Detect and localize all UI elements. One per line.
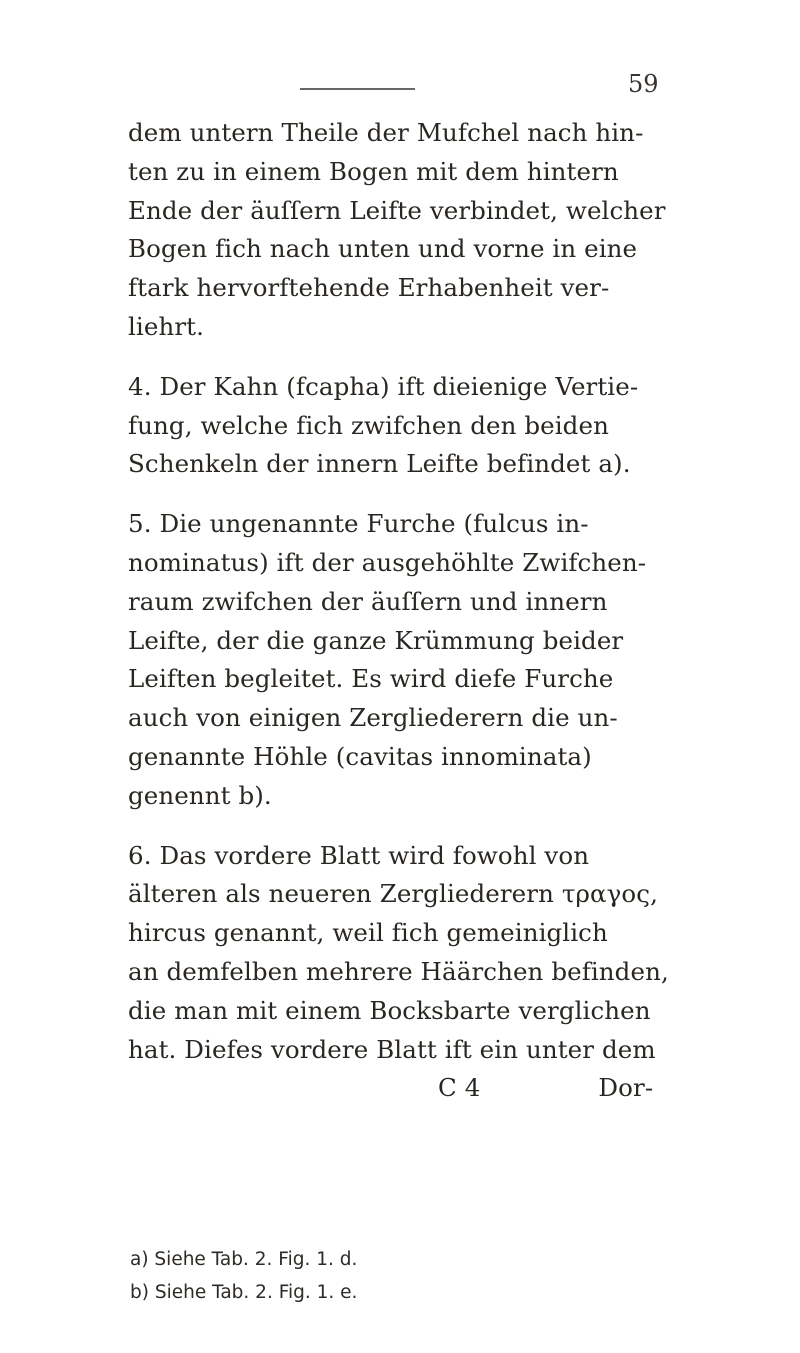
paragraph-gap — [128, 484, 688, 505]
text-line: hircus genannt, weil fich gemeiniglich — [128, 918, 608, 948]
text-line: raum zwifchen der äuſſern und innern — [128, 586, 608, 616]
body-text — [128, 114, 688, 1108]
catchword: Dor- — [598, 1073, 654, 1103]
signature-mark: C 4 — [438, 1073, 481, 1103]
text-line: ten zu in einem Bogen mit dem hintern — [128, 156, 619, 186]
text-line: nominatus) ift der ausgehöhlte Zwifchen- — [128, 547, 647, 577]
text-line: fung, welche fich zwifchen den beiden — [128, 410, 609, 440]
footnotes — [130, 1243, 690, 1309]
paragraph-gap — [128, 347, 688, 368]
text-line: an demfelben mehrere Häärchen befinden, — [128, 956, 669, 986]
text-line: Schenkeln der innern Leifte befindet a). — [128, 449, 631, 479]
text-line: 6. Das vordere Blatt wird fowohl von — [128, 840, 590, 870]
text-line: genannte Höhle (cavitas innominata) — [128, 741, 592, 771]
text-line: Leiften begleitet. Es wird diefe Furche — [128, 664, 614, 694]
paragraph-3 — [128, 505, 688, 815]
footnote-a: a) Siehe Tab. 2. Fig. 1. d. — [130, 1249, 358, 1270]
text-line: liehrt. — [128, 311, 204, 341]
text-line: älteren als neueren Zergliederern τραγος, — [128, 879, 658, 909]
paragraph-1 — [128, 114, 688, 347]
signature-line — [128, 1069, 688, 1108]
paragraph-2 — [128, 368, 688, 484]
text-line: Bogen fich nach unten und vorne in eine — [128, 234, 638, 264]
text-line: genennt b). — [128, 780, 272, 810]
page-number: 59 — [628, 70, 659, 98]
paragraph-4 — [128, 837, 688, 1070]
text-line: ftark hervorftehende Erhabenheit ver- — [128, 273, 610, 303]
paragraph-gap — [128, 816, 688, 837]
text-line: 5. Die ungenannte Furche (fulcus in- — [128, 509, 589, 539]
text-line: dem untern Theile der Mufchel nach hin- — [128, 118, 644, 147]
text-line: Leifte, der die ganze Krümmung beider — [128, 625, 624, 655]
text-line: die man mit einem Bocksbarte verglichen — [128, 995, 651, 1025]
text-line: 4. Der Kahn (fcapha) ift dieienige Vertie- — [128, 371, 639, 401]
text-line: auch von einigen Zergliederern die un- — [128, 703, 618, 733]
header-rule — [300, 88, 415, 90]
footnote-b: b) Siehe Tab. 2. Fig. 1. e. — [130, 1282, 358, 1303]
text-line: Ende der äuſſern Leifte verbindet, welcher — [128, 195, 666, 225]
text-line: hat. Diefes vordere Blatt ift ein unter dem — [128, 1034, 656, 1064]
